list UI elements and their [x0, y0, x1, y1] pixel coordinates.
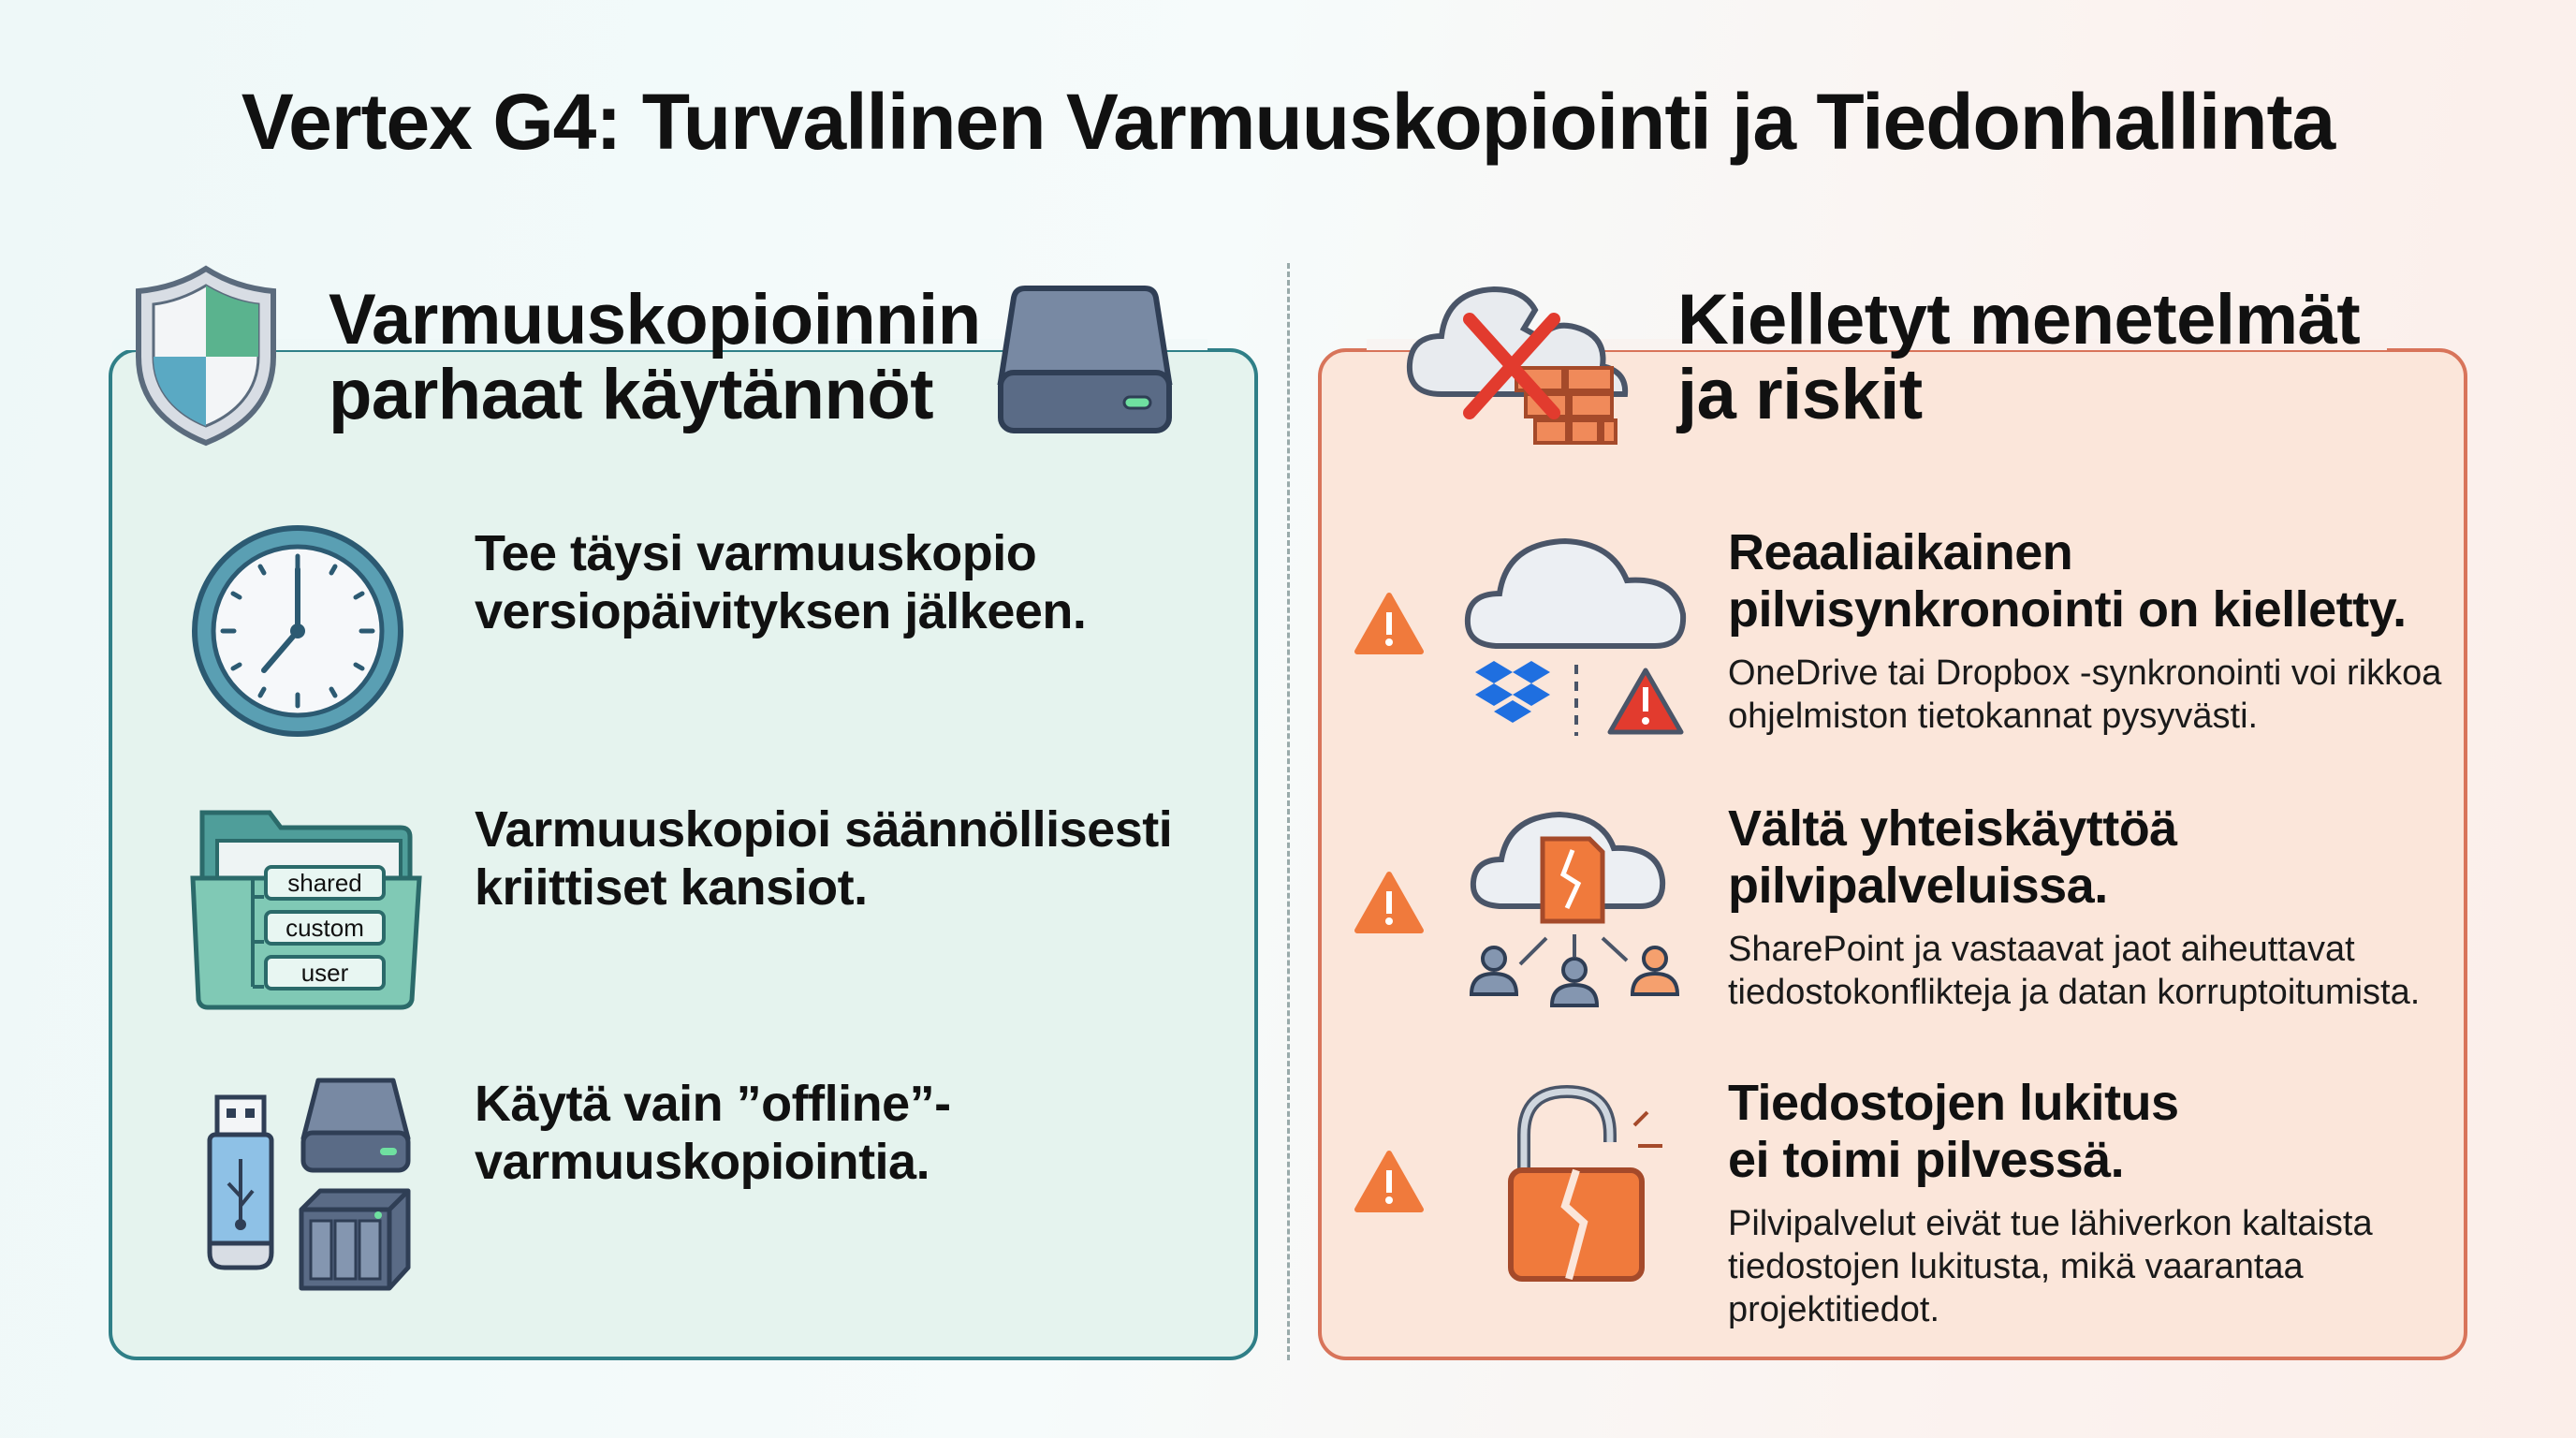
warning-icon-1 — [1354, 592, 1425, 655]
warning-icon-2 — [1354, 871, 1425, 934]
risk-1-title-line1: Reaaliaikainen — [1728, 524, 2073, 580]
risk-2-title-line2: pilvipalveluissa. — [1728, 858, 2108, 914]
risk-1-desc-line2: ohjelmiston tietokannat pysyvästi. — [1728, 697, 2259, 736]
right-heading-line2: ja riskit — [1677, 355, 1923, 434]
risk-3-desc-line2: tiedostojen lukitusta, mikä vaarantaa — [1728, 1247, 2304, 1286]
panel-divider — [1287, 263, 1290, 1360]
practice-item-3-line2: varmuuskopiointia. — [475, 1134, 930, 1190]
practice-item-1-line1: Tee täysi varmuuskopio — [475, 525, 1037, 581]
page-title: Vertex G4: Turvallinen Varmuuskopiointi ja Tiedonhallinta — [241, 78, 2335, 166]
folder-label-user: user — [264, 955, 386, 990]
risk-1-desc-line1: OneDrive tai Dropbox -synkronointi voi rikkoa — [1728, 653, 2442, 693]
left-heading-line2: parhaat käytännöt — [329, 355, 934, 434]
risk-3-title-line1: Tiedostojen lukitus — [1728, 1075, 2179, 1131]
risk-2-desc-line1: SharePoint ja vastaavat jaot aiheuttavat — [1728, 930, 2355, 969]
broken-cloud-firewall-icon — [1404, 263, 1638, 450]
practice-item-1-line2: versiopäivityksen jälkeen. — [475, 583, 1087, 639]
cloud-sync-icon — [1462, 524, 1687, 740]
external-drive-icon-small — [300, 1077, 412, 1174]
practice-item-2-line1: Varmuuskopioi säännöllisesti — [475, 801, 1173, 858]
folder-label-shared: shared — [264, 865, 386, 901]
right-heading-line1: Kielletyt menetelmät — [1677, 280, 2361, 360]
risk-item-2 — [1728, 800, 2458, 1014]
folder-label-custom: custom — [264, 910, 386, 946]
left-heading-line1: Varmuuskopioinnin — [329, 280, 981, 360]
risk-1-title-line2: pilvisynkronointi on kielletty. — [1728, 581, 2407, 638]
risk-3-title-line2: ei toimi pilvessä. — [1728, 1132, 2125, 1188]
broken-lock-icon — [1498, 1084, 1676, 1284]
shield-icon — [131, 263, 281, 447]
folder-icon — [189, 803, 429, 1011]
nas-server-icon — [298, 1187, 412, 1292]
risk-item-3 — [1728, 1075, 2458, 1331]
clock-icon — [189, 522, 406, 740]
external-drive-icon — [997, 279, 1173, 436]
risk-2-title-line1: Vältä yhteiskäyttöä — [1728, 800, 2177, 857]
practice-item-2-line2: kriittiset kansiot. — [475, 859, 868, 916]
shared-cloud-users-icon — [1462, 798, 1687, 1013]
warning-icon-3 — [1354, 1150, 1425, 1213]
risk-3-desc-line1: Pilvipalvelut eivät tue lähiverkon kaltaista — [1728, 1204, 2373, 1243]
usb-drive-icon — [208, 1093, 279, 1271]
risk-2-desc-line2: tiedostokonflikteja ja datan korruptoitumista. — [1728, 973, 2421, 1012]
practice-item-3-line1: Käytä vain ”offline”- — [475, 1076, 951, 1132]
risk-item-1 — [1728, 524, 2458, 738]
risk-3-desc-line3: projektitiedot. — [1728, 1290, 1940, 1329]
